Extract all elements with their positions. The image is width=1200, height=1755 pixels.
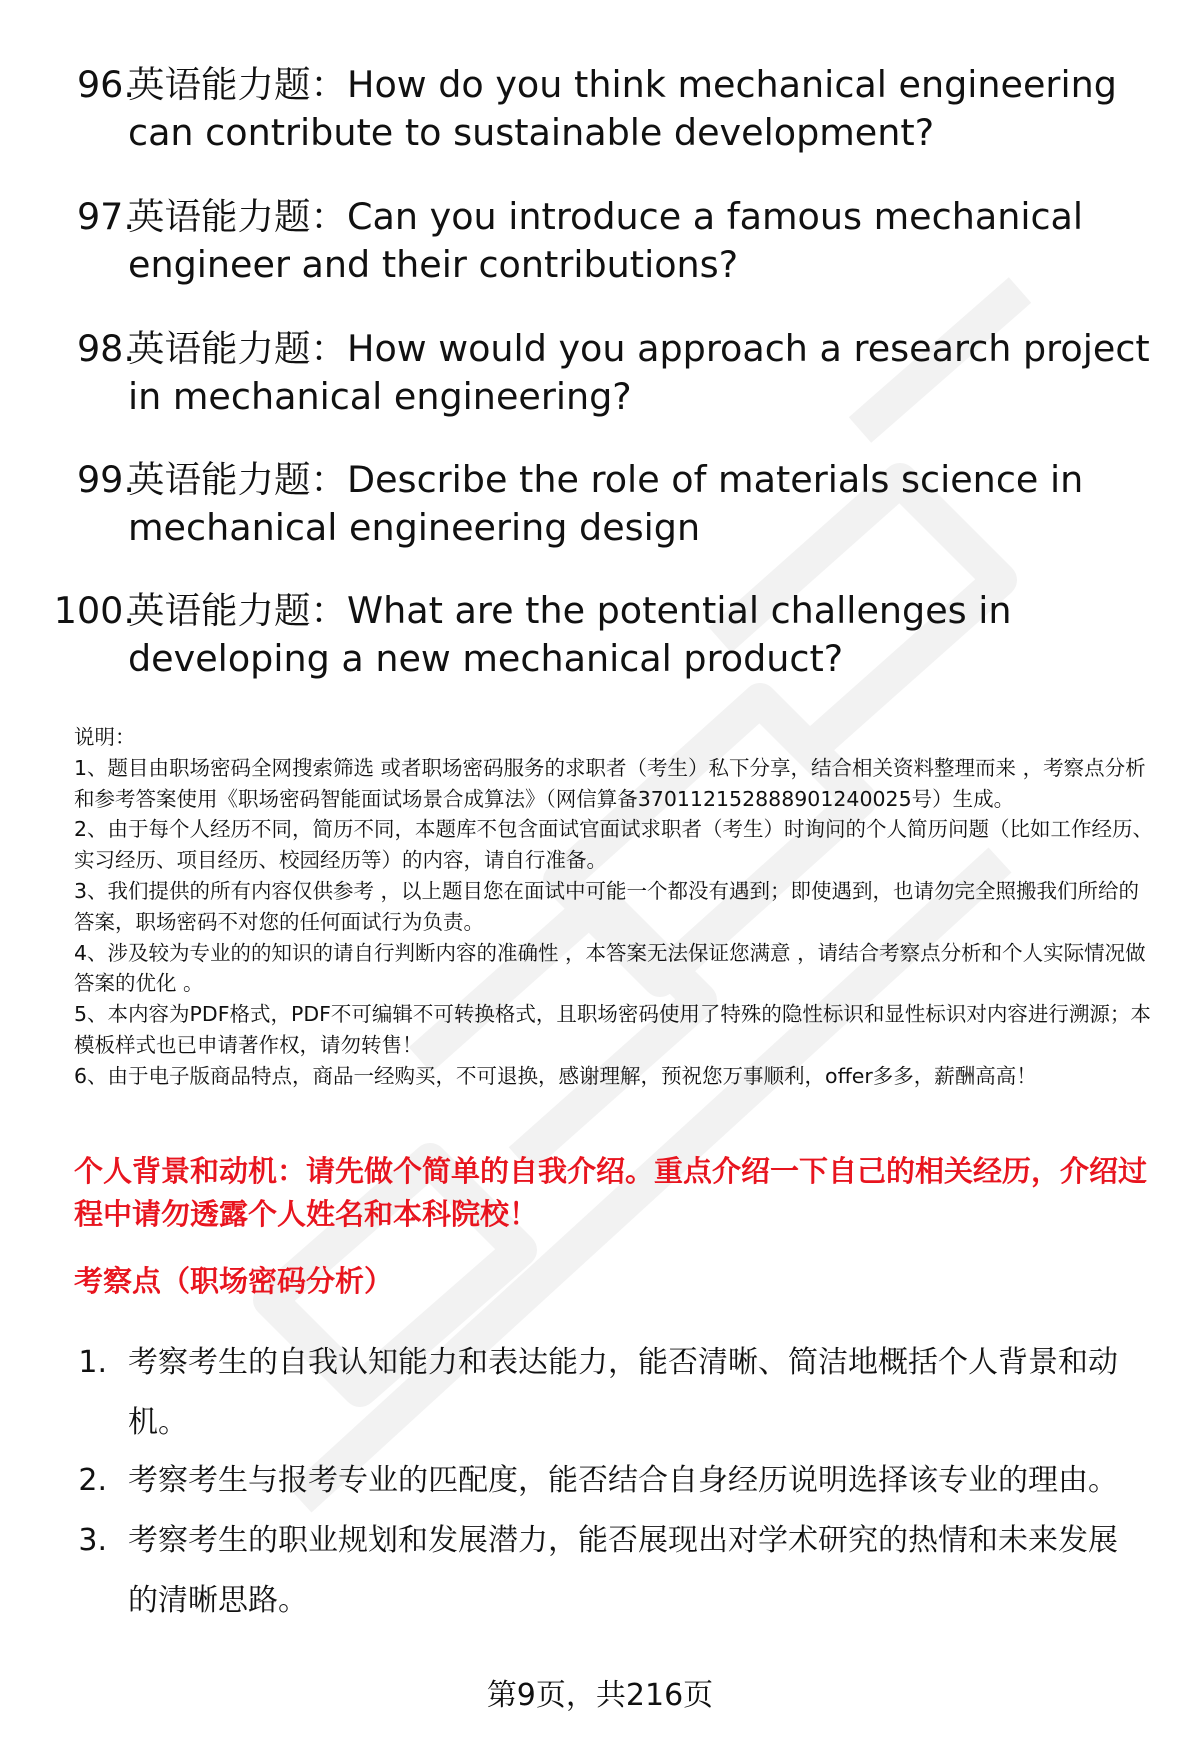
point-number: 2.	[78, 1463, 107, 1498]
point-number: 1.	[78, 1345, 107, 1380]
question-text: 英语能力题：Can you introduce a famous mechanical engineer and their contributions?	[128, 195, 1084, 286]
notes-section	[74, 722, 1159, 1092]
point-text: 考察考生的自我认知能力和表达能力，能否清晰、简洁地概括个人背景和动机。	[128, 1345, 1118, 1440]
page-indicator: 第9页，共216页	[486, 1678, 714, 1713]
question-text: 英语能力题：Describe the role of materials science in mechanical engineering design	[128, 458, 1084, 549]
question-number: 97.	[76, 195, 135, 238]
notes-title: 说明：	[74, 725, 136, 749]
question-text: 英语能力题：How would you approach a research project in mechanical engineering?	[128, 327, 1150, 418]
question-text: 英语能力题：How do you think mechanical engineering can contribute to sustainable development?	[128, 63, 1117, 154]
note-item: 1、题目由职场密码全网搜索筛选 或者职场密码服务的求职者（考生）私下分享，结合相关资料整理而来 ，考察点分析和参考答案使用《职场密码智能面试场景合成算法》（网信算备370112152888901240025号）生成。	[74, 755, 1146, 811]
question-number: 99.	[76, 458, 135, 501]
assessment-points-heading: 考察点（职场密码分析）	[74, 1264, 394, 1298]
note-item: 2、由于每个人经历不同，简历不同，本题库不包含面试官面试求职者（考生）时询问的个人简历问题（比如工作经历、实习经历、项目经历、校园经历等）的内容，请自行准备。	[74, 817, 1154, 873]
intro-question-heading: 个人背景和动机：请先做个简单的自我介绍。重点介绍一下自己的相关经历，介绍过程中请勿透露个人姓名和本科院校！	[74, 1154, 1148, 1231]
note-item: 4、涉及较为专业的的知识的请自行判断内容的准确性 ，本答案无法保证您满意 ，请结合考察点分析和个人实际情况做答案的优化 。	[74, 940, 1146, 996]
point-text: 考察考生的职业规划和发展潜力，能否展现出对学术研究的热情和未来发展的清晰思路。	[128, 1523, 1118, 1618]
point-text: 考察考生与报考专业的匹配度，能否结合自身经历说明选择该专业的理由。	[128, 1463, 1118, 1498]
point-number: 3.	[78, 1523, 107, 1558]
note-item: 6、由于电子版商品特点，商品一经购买，不可退换，感谢理解，预祝您万事顺利，offer多多，薪酬高高！	[74, 1063, 1037, 1088]
note-item: 5、本内容为PDF格式，PDF不可编辑不可转换格式，且职场密码使用了特殊的隐性标识和显性标识对内容进行溯源；本模板样式也已申请著作权，请勿转售！	[74, 1002, 1151, 1057]
question-number: 100.	[53, 589, 135, 632]
question-number: 96.	[76, 63, 135, 106]
note-item: 3、我们提供的所有内容仅供参考 ，以上题目您在面试中可能一个都没有遇到；即使遇到，也请勿完全照搬我们所给的答案，职场密码不对您的任何面试行为负责。	[74, 878, 1140, 934]
question-text: 英语能力题：What are the potential challenges in developing a new mechanical product?	[128, 589, 1012, 680]
question-number: 98.	[76, 327, 135, 370]
